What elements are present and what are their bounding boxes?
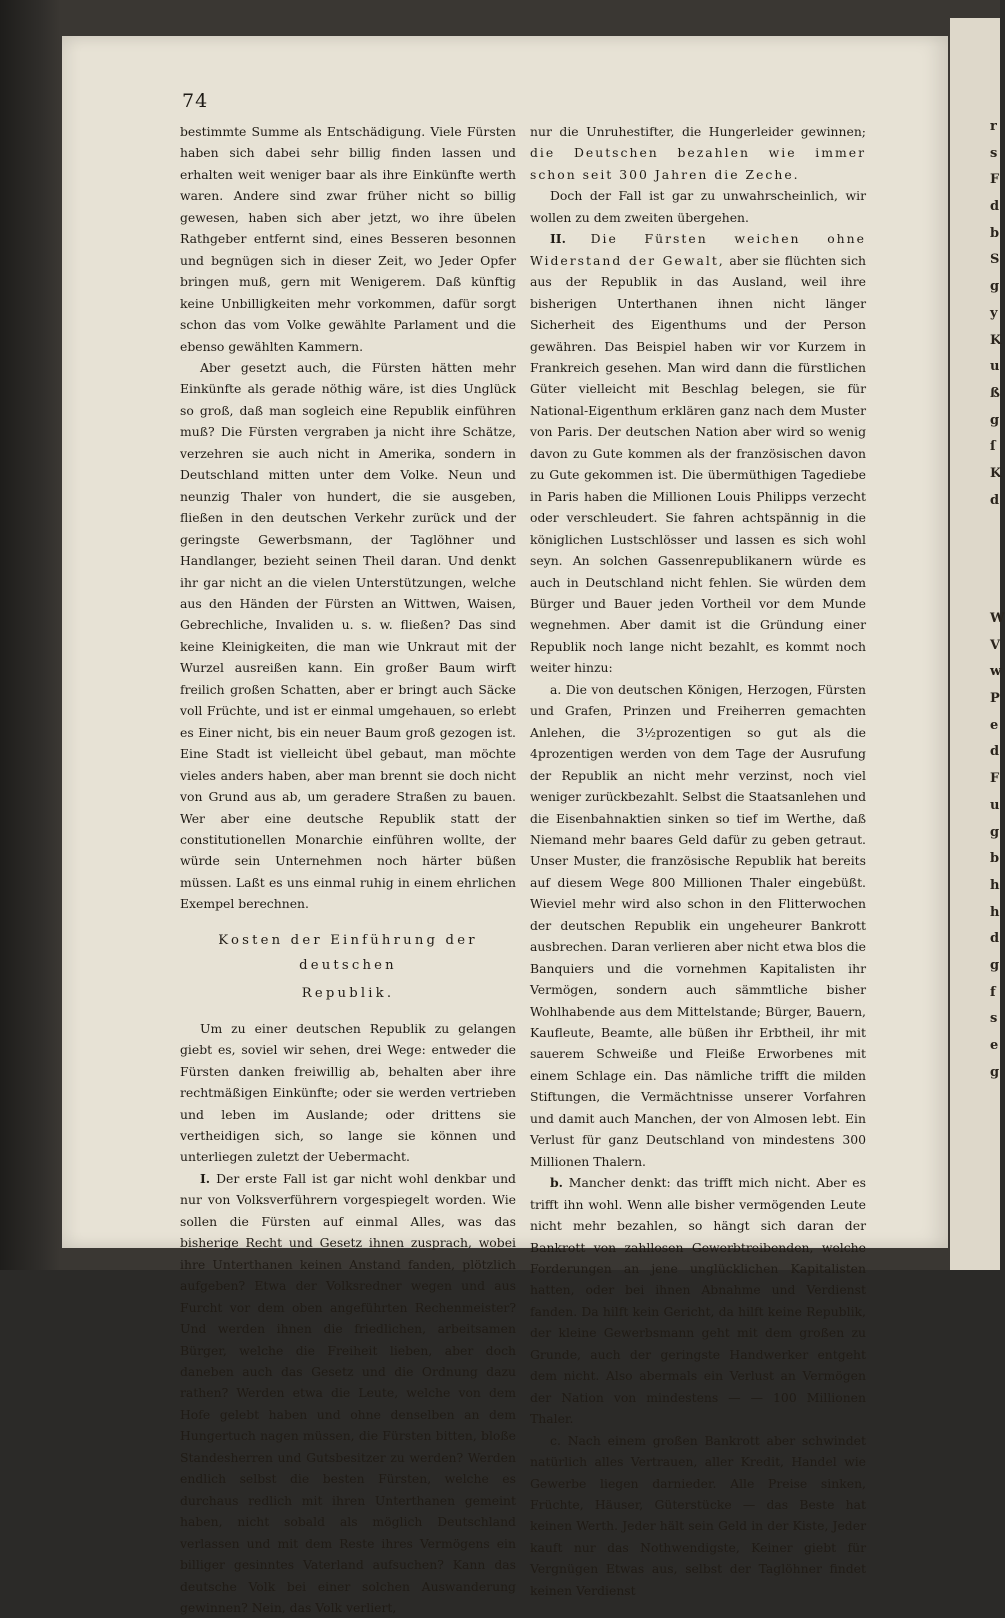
- fragment: d: [990, 492, 1000, 508]
- fragment: r: [990, 119, 997, 134]
- fragment: u: [990, 359, 1000, 375]
- emphasized-text: die Deutschen bezahlen wie immer schon seit 300 Jahren die Zeche.: [530, 145, 866, 182]
- case-text: aber sie flüchten sich aus der Republik in das Ausland, weil ihre bisherigen Unterthanen ihnen nicht länger Sicherheit des Eigenthums und der Person gewähren. Das Beispiel haben wir vor Kurzem in Frankreich gesehen. Man wird dann die fürstlichen Güter vielleicht mit Beschlag belegen, sie für National-Eigenthum erklären ganz nach dem Muster von Paris. Der deutschen Nation aber wird so wenig davon zu Gute kommen als der französischen davon zu Gute gekommen ist. Die übermüthigen Tagediebe in Paris haben die Millionen Louis Philipps verzecht oder verschleudert. Sie fahren achtspännig in die königlichen Lustschlösser und lassen es sich wohl seyn. An solchen Gassenrepublikanern würde es auch in Deutschland nicht fehlen. Sie würden dem Bürger und Bauer jeden Vortheil vor dem Munde wegnehmen. Aber damit ist die Gründung einer Republik noch lange nicht bezahlt, es kommt noch weiter hinzu:: [530, 252, 866, 676]
- fragment: y: [990, 305, 998, 321]
- list-item-a: [530, 679, 866, 1172]
- fragment: g: [990, 1064, 1000, 1080]
- fragment: w: [990, 664, 1002, 680]
- case-label: II.: [550, 231, 566, 247]
- fragment: W: [990, 611, 1005, 626]
- fragment: g: [990, 824, 1000, 840]
- case-label: I.: [200, 1170, 211, 1186]
- list-item-c: [530, 1430, 866, 1602]
- emphasized-text: Die Fürsten weichen ohne Widerstand der Gewalt,: [530, 231, 866, 268]
- item-label: a.: [550, 681, 562, 697]
- fragment: S: [990, 252, 1000, 268]
- fragment: d: [990, 931, 1000, 947]
- fragment: K: [990, 332, 1002, 348]
- fragment: s: [990, 145, 998, 161]
- right-text-column: [530, 121, 866, 1601]
- paragraph: Um zu einer deutschen Republik zu gelangen giebt es, soviel wir sehen, drei Wege: entweder die Fürsten danken freiwillig ab, behalten aber ihre rechtmäßigen Einkünfte; oder sie werden vertrieben und leben im Auslande; oder drittens sie vertheidigen sich, so lange sie können und unterliegen zuletzt der Uebermacht.: [180, 1020, 516, 1165]
- item-text: Mancher denkt: das trifft mich nicht. Aber es trifft ihn wohl. Wenn alle bisher vermögenden Leute nicht mehr bezahlen, so hängt sich daran der Bankrott von zahllosen Gewerbtreibenden, welche Forderungen an jene unglücklichen Kapitalisten hatten, oder bei ihnen Abnahme und Verdienst fanden. Da hilft kein Gericht, da hilft keine Republik, der kleine Gewerbsmann geht mit dem großen zu Grunde, auch der geringste Handwerker entgeht dem nicht. Also abermals ein Verlust an Vermögen der Nation von mindestens — — 100 Millionen Thaler.: [530, 1175, 866, 1427]
- paragraph: Doch der Fall ist gar zu unwahrscheinlich, wir wollen zu dem zweiten übergehen.: [530, 188, 866, 225]
- fragment: V: [990, 637, 1001, 653]
- fragment: e: [990, 1038, 999, 1053]
- adjacent-page-fragments-bottom: [990, 606, 1005, 1086]
- fragment: F: [990, 771, 1000, 787]
- paragraph-case-2: [530, 228, 866, 679]
- item-text: Nach einem großen Bankrott aber schwindet natürlich alles Vertrauen, aller Kredit, Handel wie Gewerbe liegen darnieder. Alle Preise sinken, Früchte, Häuser, Güterstücke — das Beste hat keinen Werth. Jeder hält sein Geld in der Kiste, Jeder kauft nur das Nothwendigste, Keiner giebt für Vergnügen Etwas aus, selbst der Taglöhner findet keinen Verdienst: [530, 1432, 866, 1598]
- fragment: b: [990, 851, 1000, 867]
- fragment: K: [990, 465, 1002, 481]
- page-number: 74: [182, 90, 209, 112]
- left-text-column: [180, 121, 516, 1618]
- adjacent-page-fragments-top: [990, 114, 1002, 514]
- fragment: d: [990, 744, 1000, 760]
- fragment: F: [990, 172, 1000, 188]
- fragment: e: [990, 717, 999, 733]
- fragment: P: [990, 691, 1000, 707]
- paragraph-case-1: [180, 1168, 516, 1618]
- list-item-b: [530, 1172, 866, 1429]
- fragment: d: [990, 199, 1000, 215]
- case-text: Der erste Fall ist gar nicht wohl denkbar und nur von Volksverführern vorgespiegelt worden. Wie sollen die Fürsten auf einmal Alles, was das bisherige Recht und Gesetz ihnen zusprach, wobei ihre Unterthanen keinen Anstand fanden, plötzlich aufgeben? Etwa der Volksredner wegen und aus Furcht vor dem oben angeführten Rechenmeister? Und werden ihnen die friedlichen, arbeitsamen Bürger, welche die Freiheit lieben, aber doch daneben auch das Gesetz und die Ordnung dazu rathen? Werden etwa die Leute, welche von dem Hofe gelebt haben und ohne denselben an dem Hungertuch nagen müssen, die Fürsten bitten, bloße Standesherren und Gutsbesitzer zu werden? Werden endlich selbst die besten Fürsten, welche es durchaus redlich mit ihren Unterthanen gemeint haben, nicht sobald als möglich Deutschland verlassen und mit dem Reste ihres Vermögens ein billiger gesinntes Vaterland aufsuchen? Kann das deutsche Volk bei einer solchen Auswanderung gewinnen? Nein, das Volk verliert,: [180, 1170, 516, 1615]
- paragraph: [530, 121, 866, 185]
- section-heading: Kosten der Einführung der deutschen: [218, 932, 478, 973]
- fragment: g: [990, 957, 1000, 973]
- fragment: h: [990, 877, 1000, 893]
- paragraph: bestimmte Summe als Entschädigung. Viele Fürsten haben sich dabei sehr billig finden lassen und erhalten weit weniger baar als ihre Einkünfte werth waren. Andere sind zwar früher nicht so billig gewesen, haben sich aber jetzt, wo ihre übelen Rathgeber entfernt sind, eines Besseren besonnen und begnügen sich in dieser Zeit, wo Jeder Opfer bringen muß, gern mit Wenigerem. Daß künftig keine Unbilligkeiten mehr vorkommen, dafür sorgt schon das vom Volke gewählte Parlament und die ebenso gewählten Kammern.: [180, 124, 516, 354]
- item-text: Die von deutschen Königen, Herzogen, Fürsten und Grafen, Prinzen und Freiherren gemachten Anlehen, die 3½prozentigen so gut als die 4prozentigen werden von dem Tage der Ausrufung der Republik an nicht mehr verzinst, noch viel weniger zurückbezahlt. Selbst die Staatsanlehen und die Eisenbahnaktien sinken so tief im Werthe, daß Niemand mehr baares Geld dafür zu geben getraut. Unser Muster, die französische Republik hat bereits auf diesem Wege 800 Millionen Thaler eingebüßt. Wieviel mehr wird also schon in den Flitterwochen der deutschen Republik ein ungeheurer Bankrott ausbrechen. Daran verlieren aber nicht etwa blos die Banquiers und die vornehmen Kapitalisten ihr Vermögen, sondern auch sämmtliche bisher Wohlhabende aus dem Mittelstande; Bürger, Bauern, Kaufleute, Beamte, alle büßen ihr Erbtheil, ihr mit sauerem Schweiße und Fleiße Erworbenes mit einem Schlage ein. Das nämliche trifft die milden Stiftungen, die Vermächtnisse unserer Vorfahren und damit auch Manchen, der von Almosen lebt. Ein Verlust für ganz Deutschland von mindestens 300 Millionen Thalern.: [530, 681, 866, 1169]
- fragment: ß: [990, 385, 1000, 401]
- fragment: s: [990, 1011, 998, 1027]
- fragment: u: [990, 797, 1000, 813]
- item-label: b.: [550, 1175, 563, 1191]
- fragment: f: [990, 984, 996, 1000]
- adjacent-page-edge: [950, 18, 1005, 1270]
- fragment: g: [990, 412, 1000, 428]
- section-heading-continued: Republik.: [301, 985, 395, 1001]
- fragment: g: [990, 279, 1000, 295]
- paragraph-text: nur die Unruhestifter, die Hungerleider gewinnen;: [530, 124, 866, 139]
- fragment: h: [990, 904, 1000, 920]
- paragraph: Aber gesetzt auch, die Fürsten hätten mehr Einkünfte als gerade nöthig wäre, ist dies Unglück so groß, daß man sogleich eine Republik einführen muß? Die Fürsten vergraben ja nicht ihre Schätze, verzehren sie auch nicht in Amerika, sondern in Deutschland mitten unter dem Volke. Neun und neunzig Thaler von hundert, die sie ausgeben, fließen in den deutschen Verkehr zurück und der geringste Gewerbsmann, der Taglöhner und Handlanger, bezieht seinen Theil daran. Und denkt ihr gar nicht an die vielen Unterstützungen, welche aus den Händen der Fürsten an Wittwen, Waisen, Gebrechliche, Invaliden u. s. w. fließen? Das sind keine Kleinigkeiten, die man wie Unkraut mit der Wurzel ausreißen kann. Ein großer Baum wirft freilich großen Schatten, aber er bringt auch Säcke voll Früchte, und ist er einmal umgehauen, so erlebt es Einer nicht, bis ein neuer Baum groß gezogen ist. Eine Stadt ist vielleicht übel gebaut, man möchte vieles anders haben, aber man brennt sie doch nicht von Grund aus ab, um geradere Straßen zu bauen. Wer aber eine deutsche Republik statt der constitutionellen Monarchie einführen wollte, der würde sein Unternehmen noch härter büßen müssen. Laßt es uns einmal ruhig in einem ehrlichen Exempel berechnen.: [180, 359, 516, 912]
- fragment: ſ: [990, 439, 996, 455]
- fragment: b: [990, 225, 1000, 241]
- item-label: c.: [550, 1432, 561, 1448]
